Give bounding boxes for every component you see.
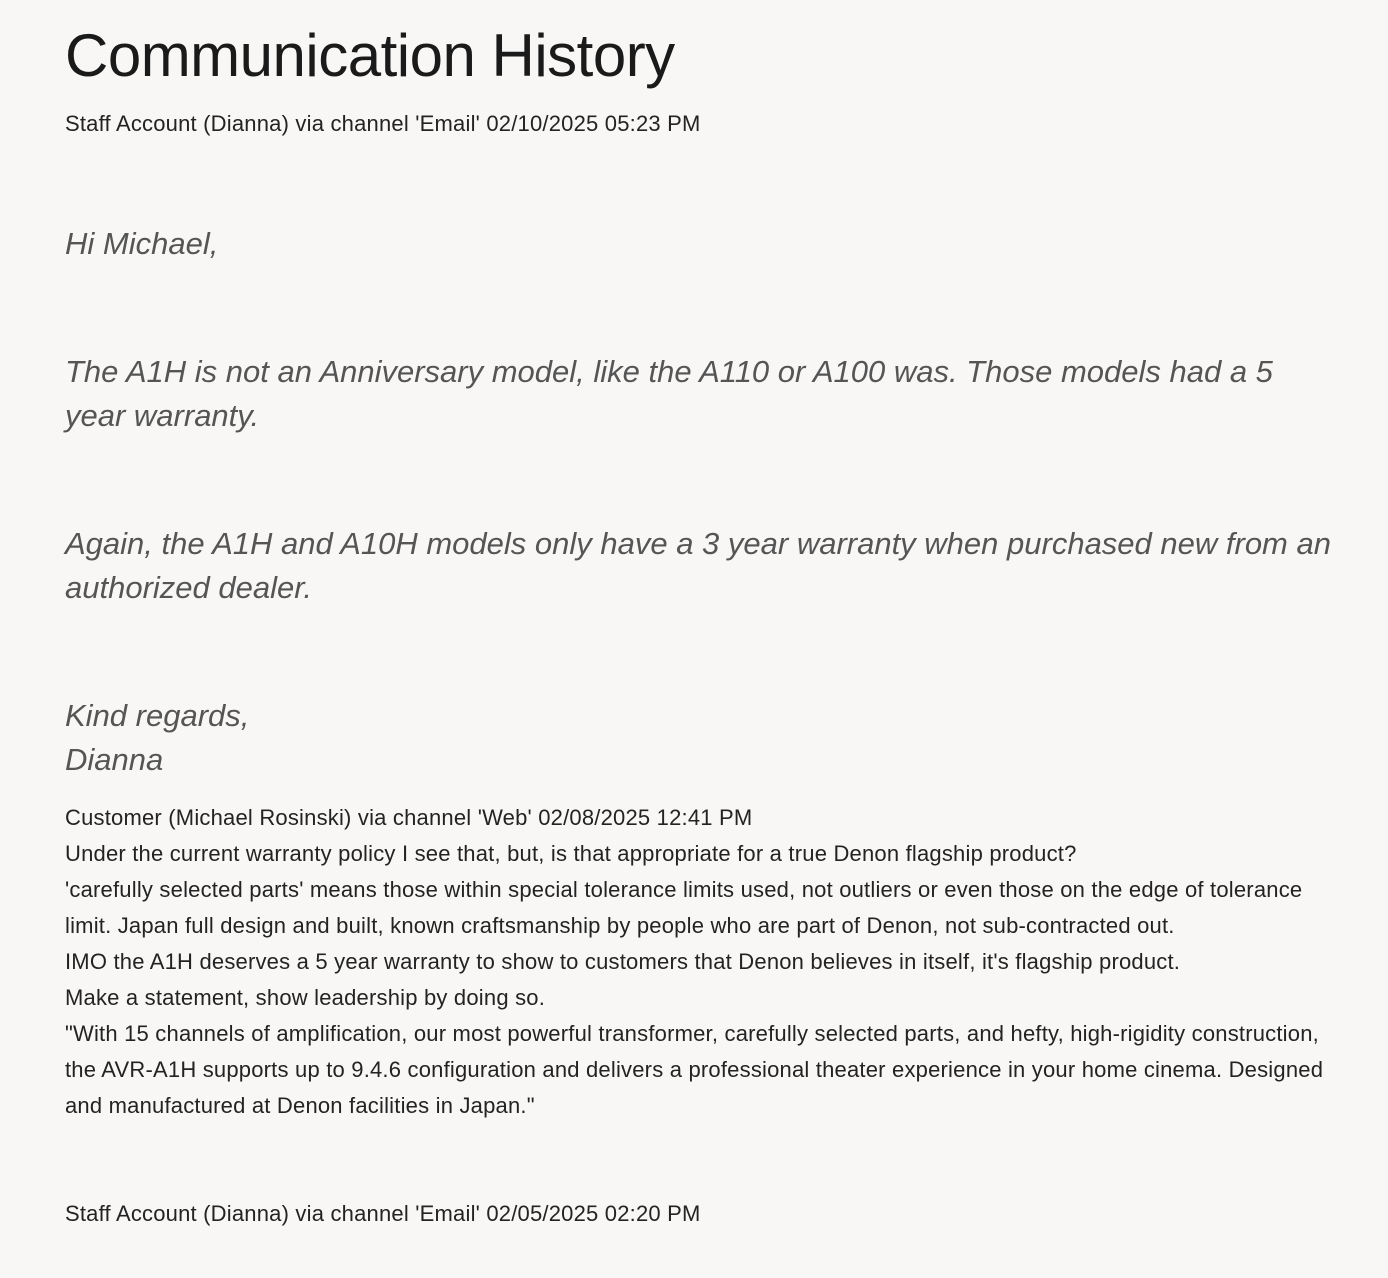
message-closing: Kind regards,: [65, 698, 250, 733]
message-line: Under the current warranty policy I see that, but, is that appropriate for a true Denon flagship product?: [65, 841, 1077, 866]
message-line: "With 15 channels of amplification, our most powerful transformer, carefully selected parts, and hefty, high-rigidity construction, the AVR-A1H supports up to 9.4.6 configuration and delivers a professional theater experience in your home cinema. Designed and manufactured at Denon facilities in Japan.": [65, 1021, 1324, 1118]
message-greeting: Hi Michael,: [65, 226, 219, 261]
page-title: Communication History: [65, 22, 675, 89]
message-paragraph: The A1H is not an Anniversary model, like the A110 or A100 was. Those models had a 5 year warranty.: [65, 354, 1273, 433]
customer-message: [65, 800, 1330, 1124]
message-signature: Dianna: [65, 742, 164, 777]
message-header: Staff Account (Dianna) via channel 'Email' 02/05/2025 02:20 PM: [65, 1201, 701, 1226]
message-body: [65, 222, 1335, 782]
message-line: IMO the A1H deserves a 5 year warranty to show to customers that Denon believes in itself, it's flagship product.: [65, 949, 1181, 974]
message-line: Make a statement, show leadership by doing so.: [65, 985, 546, 1010]
message-paragraph: Again, the A1H and A10H models only have a 3 year warranty when purchased new from an authorized dealer.: [65, 526, 1331, 605]
message-header: Customer (Michael Rosinski) via channel 'Web' 02/08/2025 12:41 PM: [65, 805, 753, 830]
message-line: 'carefully selected parts' means those within special tolerance limits used, not outliers or even those on the edge of tolerance limit. Japan full design and built, known craftsmanship by people who are part of Denon, not sub-contracted out.: [65, 877, 1303, 938]
message-header: Staff Account (Dianna) via channel 'Email' 02/10/2025 05:23 PM: [65, 111, 701, 136]
